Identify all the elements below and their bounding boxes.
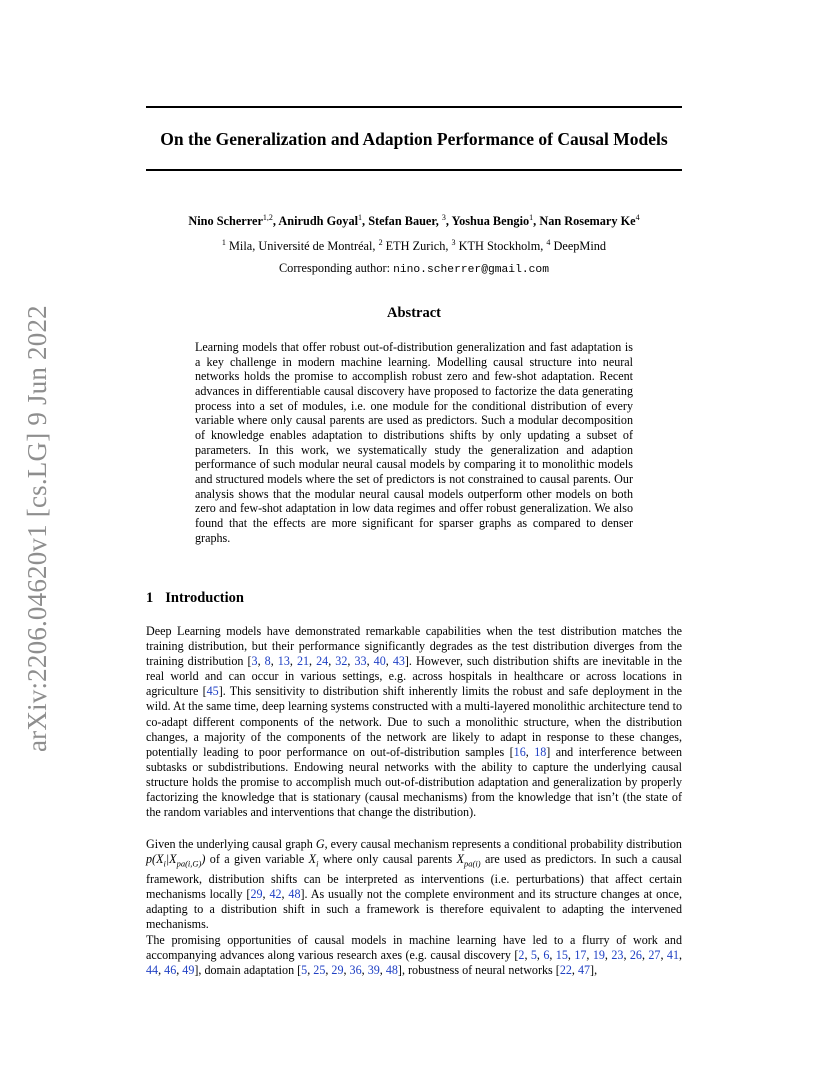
citation-link[interactable]: 47 bbox=[577, 963, 591, 978]
author-separator: , bbox=[362, 214, 369, 229]
paragraph-text: ]. However, such distribution shifts are inevitable in the real world and can occur in various settings, e.g. across hospitals in healthcare or across locations in agriculture [ bbox=[146, 654, 683, 699]
affiliation-mark: 2 bbox=[378, 238, 383, 248]
math-graph-symbol: G bbox=[315, 837, 325, 851]
math-part: ) bbox=[201, 852, 206, 867]
citation-link[interactable]: 32 bbox=[335, 654, 348, 669]
citation-group: 22, 47 bbox=[559, 963, 591, 978]
citation-link[interactable]: 41 bbox=[666, 948, 679, 963]
paragraph-text: are used as predictors. In such a causal framework, distribution shifts can be interpreted as interventions (i.e. perturbations) that affect certain mechanisms locally [ bbox=[146, 852, 682, 901]
citation-link[interactable]: 3 bbox=[251, 654, 258, 669]
citation-group bbox=[207, 684, 219, 698]
citation-link[interactable]: 5 bbox=[301, 963, 308, 978]
math-conditional-distribution bbox=[146, 852, 206, 869]
affiliation-name: ETH Zurich, bbox=[382, 239, 452, 254]
author-name: Yoshua Bengio bbox=[451, 214, 530, 229]
math-variable bbox=[308, 852, 319, 869]
citation-link[interactable]: 27 bbox=[648, 948, 661, 963]
paragraph-text: Given the underlying causal graph bbox=[146, 837, 316, 851]
citation-link[interactable]: 39 bbox=[367, 963, 380, 978]
citation-link[interactable]: 49 bbox=[182, 963, 195, 978]
math-subscript: pa(i) bbox=[464, 858, 481, 869]
author-separator: , bbox=[272, 214, 279, 229]
affiliation-name: DeepMind bbox=[550, 239, 607, 254]
intro-paragraph-1 bbox=[146, 624, 682, 820]
author-affiliation-mark: 1 bbox=[358, 213, 363, 222]
citation-link[interactable]: 2 bbox=[518, 948, 525, 963]
paragraph-text: , every causal mechanism represents a conditional probability distribution bbox=[324, 837, 682, 851]
section-number: 1 bbox=[146, 590, 154, 606]
paragraph-text: ]. As usually not the complete environment and its structure changes at once, adapting to a distribution shift in such a framework is therefore equivalent to adapting the intervened mechanisms. bbox=[146, 886, 683, 931]
math-subscript: i bbox=[163, 858, 166, 869]
citation-link[interactable]: 18 bbox=[534, 744, 547, 759]
intro-paragraph-3 bbox=[146, 933, 682, 978]
math-part: p(X bbox=[146, 852, 164, 867]
math-part: |X bbox=[165, 852, 177, 867]
citation-link[interactable]: 33 bbox=[354, 654, 367, 669]
citation-link[interactable]: 24 bbox=[316, 654, 329, 669]
affiliation-mark: 4 bbox=[546, 238, 551, 248]
affiliation-mark: 3 bbox=[451, 238, 456, 248]
citation-group: 2, 5, 6, 15, 17, 19, 23, 26, 27, 41, 44, 46, 49 bbox=[146, 948, 683, 978]
citation-link[interactable]: 29 bbox=[331, 963, 344, 978]
citation-group: 5, 25, 29, 36, 39, 48 bbox=[301, 963, 398, 978]
citation-link[interactable]: 22 bbox=[559, 963, 572, 978]
affiliation-mark: 1 bbox=[221, 238, 226, 248]
affiliation-name: Mila, Université de Montréal, bbox=[225, 239, 379, 254]
citation-group: 16, 18 bbox=[513, 744, 547, 759]
author-name: Stefan Bauer, bbox=[368, 214, 442, 229]
citation-link[interactable]: 19 bbox=[592, 948, 605, 963]
title-rule-bottom bbox=[146, 169, 682, 171]
author-separator: , bbox=[533, 214, 540, 229]
author-affiliation-mark: 4 bbox=[635, 213, 640, 222]
citation-link[interactable]: 21 bbox=[296, 654, 310, 669]
author-name: Nino Scherrer bbox=[188, 214, 263, 229]
citation-link[interactable]: 5 bbox=[530, 948, 537, 963]
section-heading bbox=[146, 590, 244, 607]
affiliation-list bbox=[120, 232, 708, 257]
title-rule-top bbox=[146, 106, 682, 108]
paragraph-text: ]. This sensitivity to distribution shift inherently limits the robust and safe deployment in the wild. At the same time, deep learning systems constructed with a multi-layered monolithic architecture tend to co-adapt different components of the network. Due to such a monolithic structure, when the distribution changes, a majority of the components of the network are likely to adapt in response to these changes, potentially leading to poor performance on out-of-distribution samples [ bbox=[146, 684, 682, 759]
citation-link[interactable]: 36 bbox=[349, 963, 362, 978]
paper-title: On the Generalization and Adaption Performance of Causal Models bbox=[160, 129, 668, 149]
author-list bbox=[120, 207, 708, 232]
citation-link[interactable]: 8 bbox=[264, 654, 271, 669]
abstract-heading: Abstract bbox=[387, 305, 441, 321]
citation-link[interactable]: 16 bbox=[513, 744, 526, 759]
intro-paragraph-2 bbox=[146, 837, 682, 932]
abstract-body: Learning models that offer robust out-of-distribution generalization and fast adaptation is a key challenge in modern machine learning. Modelling causal structure into neural networks holds the promise to accomplish robust zero and few-shot adaptation. Recent advances in differentiable causal discovery have proposed to factorize the data generating process into a set of modules, i.e. one module for the conditional distribution of every variable where only causal parents are used as predictors. Such a modular decomposition of knowledge enables adaptation to distributions shifts by only updating a subset of parameters. In this work, we systematically study the generalization and adaption performance of such modular neural causal models by comparing it to monolithic models and structured models where the set of predictors is not constrained to causal parents. Our analysis shows that the modular neural causal models outperform other models on both zero and few-shot adaptation in low data regimes and offer robust generalization. We also found that the effects are more significant for sparser graphs as compared to denser graphs. bbox=[195, 340, 633, 545]
citation-link[interactable]: 26 bbox=[629, 948, 642, 963]
citation-link[interactable]: 40 bbox=[373, 654, 386, 669]
author-name: Anirudh Goyal bbox=[278, 214, 359, 229]
citation-link[interactable]: 43 bbox=[392, 654, 405, 669]
paragraph-text: ], domain adaptation [ bbox=[194, 963, 302, 978]
author-affiliation-mark: 1 bbox=[529, 213, 534, 222]
math-parents bbox=[456, 852, 481, 869]
citation-link[interactable]: 17 bbox=[574, 948, 587, 963]
author-affiliation-mark: 1,2 bbox=[262, 213, 273, 222]
citation-link[interactable]: 46 bbox=[164, 963, 177, 978]
author-separator: , bbox=[445, 214, 452, 229]
citation-link[interactable]: 48 bbox=[288, 886, 301, 901]
citation-link[interactable]: 23 bbox=[611, 948, 624, 963]
citation-link[interactable]: 29 bbox=[250, 886, 263, 901]
citation-link[interactable]: 44 bbox=[146, 963, 159, 978]
citation-link[interactable]: 42 bbox=[269, 886, 282, 901]
citation-link[interactable]: 6 bbox=[543, 948, 550, 963]
author-block bbox=[120, 207, 708, 281]
corresponding-email[interactable]: nino.scherrer@gmail.com bbox=[393, 264, 549, 277]
citation-link[interactable]: 48 bbox=[385, 963, 398, 978]
section-title: Introduction bbox=[165, 590, 244, 606]
affiliation-name: KTH Stockholm, bbox=[455, 239, 547, 254]
paragraph-text: ] and interference between subtasks or subdistributions. Endowing neural networks with the ability to capture the underlying causal structure holds the promise to accomplish much out-of-distribution adaptation and generalization by properly factorizing the knowledge that is stationary (causal mechanisms) from the knowledge that isn’t (the state of the random variables and interventions that change the distribution). bbox=[146, 744, 683, 820]
citation-link[interactable]: 13 bbox=[277, 654, 290, 669]
citation-link[interactable]: 15 bbox=[555, 948, 568, 963]
author-affiliation-mark: 3 bbox=[441, 213, 446, 222]
paragraph-text: ], bbox=[590, 963, 598, 978]
paragraph-text: The promising opportunities of causal models in machine learning have led to a flurry of work and accompanying advances along various research axes (e.g. causal discovery [ bbox=[146, 933, 682, 963]
citation-group: 29, 42, 48 bbox=[250, 886, 301, 901]
math-subscript: pa(i,G) bbox=[176, 858, 202, 869]
corresponding-label: Corresponding author: bbox=[278, 261, 394, 276]
paragraph-text: of a given variable bbox=[205, 852, 309, 867]
corresponding-author bbox=[120, 257, 708, 281]
citation-link[interactable]: 45 bbox=[206, 684, 219, 699]
paragraph-text: Deep Learning models have demonstrated remarkable capabilities when the test distribution matches the training distribution, but their performance significantly degrades as the test distribution diverges from the training distribution [ bbox=[146, 624, 682, 669]
arxiv-stamp: arXiv:2206.04620v1 [cs.LG] 9 Jun 2022 bbox=[22, 305, 52, 752]
citation-link[interactable]: 25 bbox=[313, 963, 326, 978]
citation-group: 3, 8, 13, 21, 24, 32, 33, 40, 43 bbox=[251, 654, 405, 669]
paragraph-text: where only causal parents bbox=[318, 852, 457, 867]
math-part: X bbox=[456, 852, 465, 867]
math-part: X bbox=[308, 852, 317, 867]
author-name: Nan Rosemary Ke bbox=[539, 214, 636, 229]
paragraph-text: ], robustness of neural networks [ bbox=[397, 963, 560, 978]
math-subscript: i bbox=[316, 858, 319, 869]
